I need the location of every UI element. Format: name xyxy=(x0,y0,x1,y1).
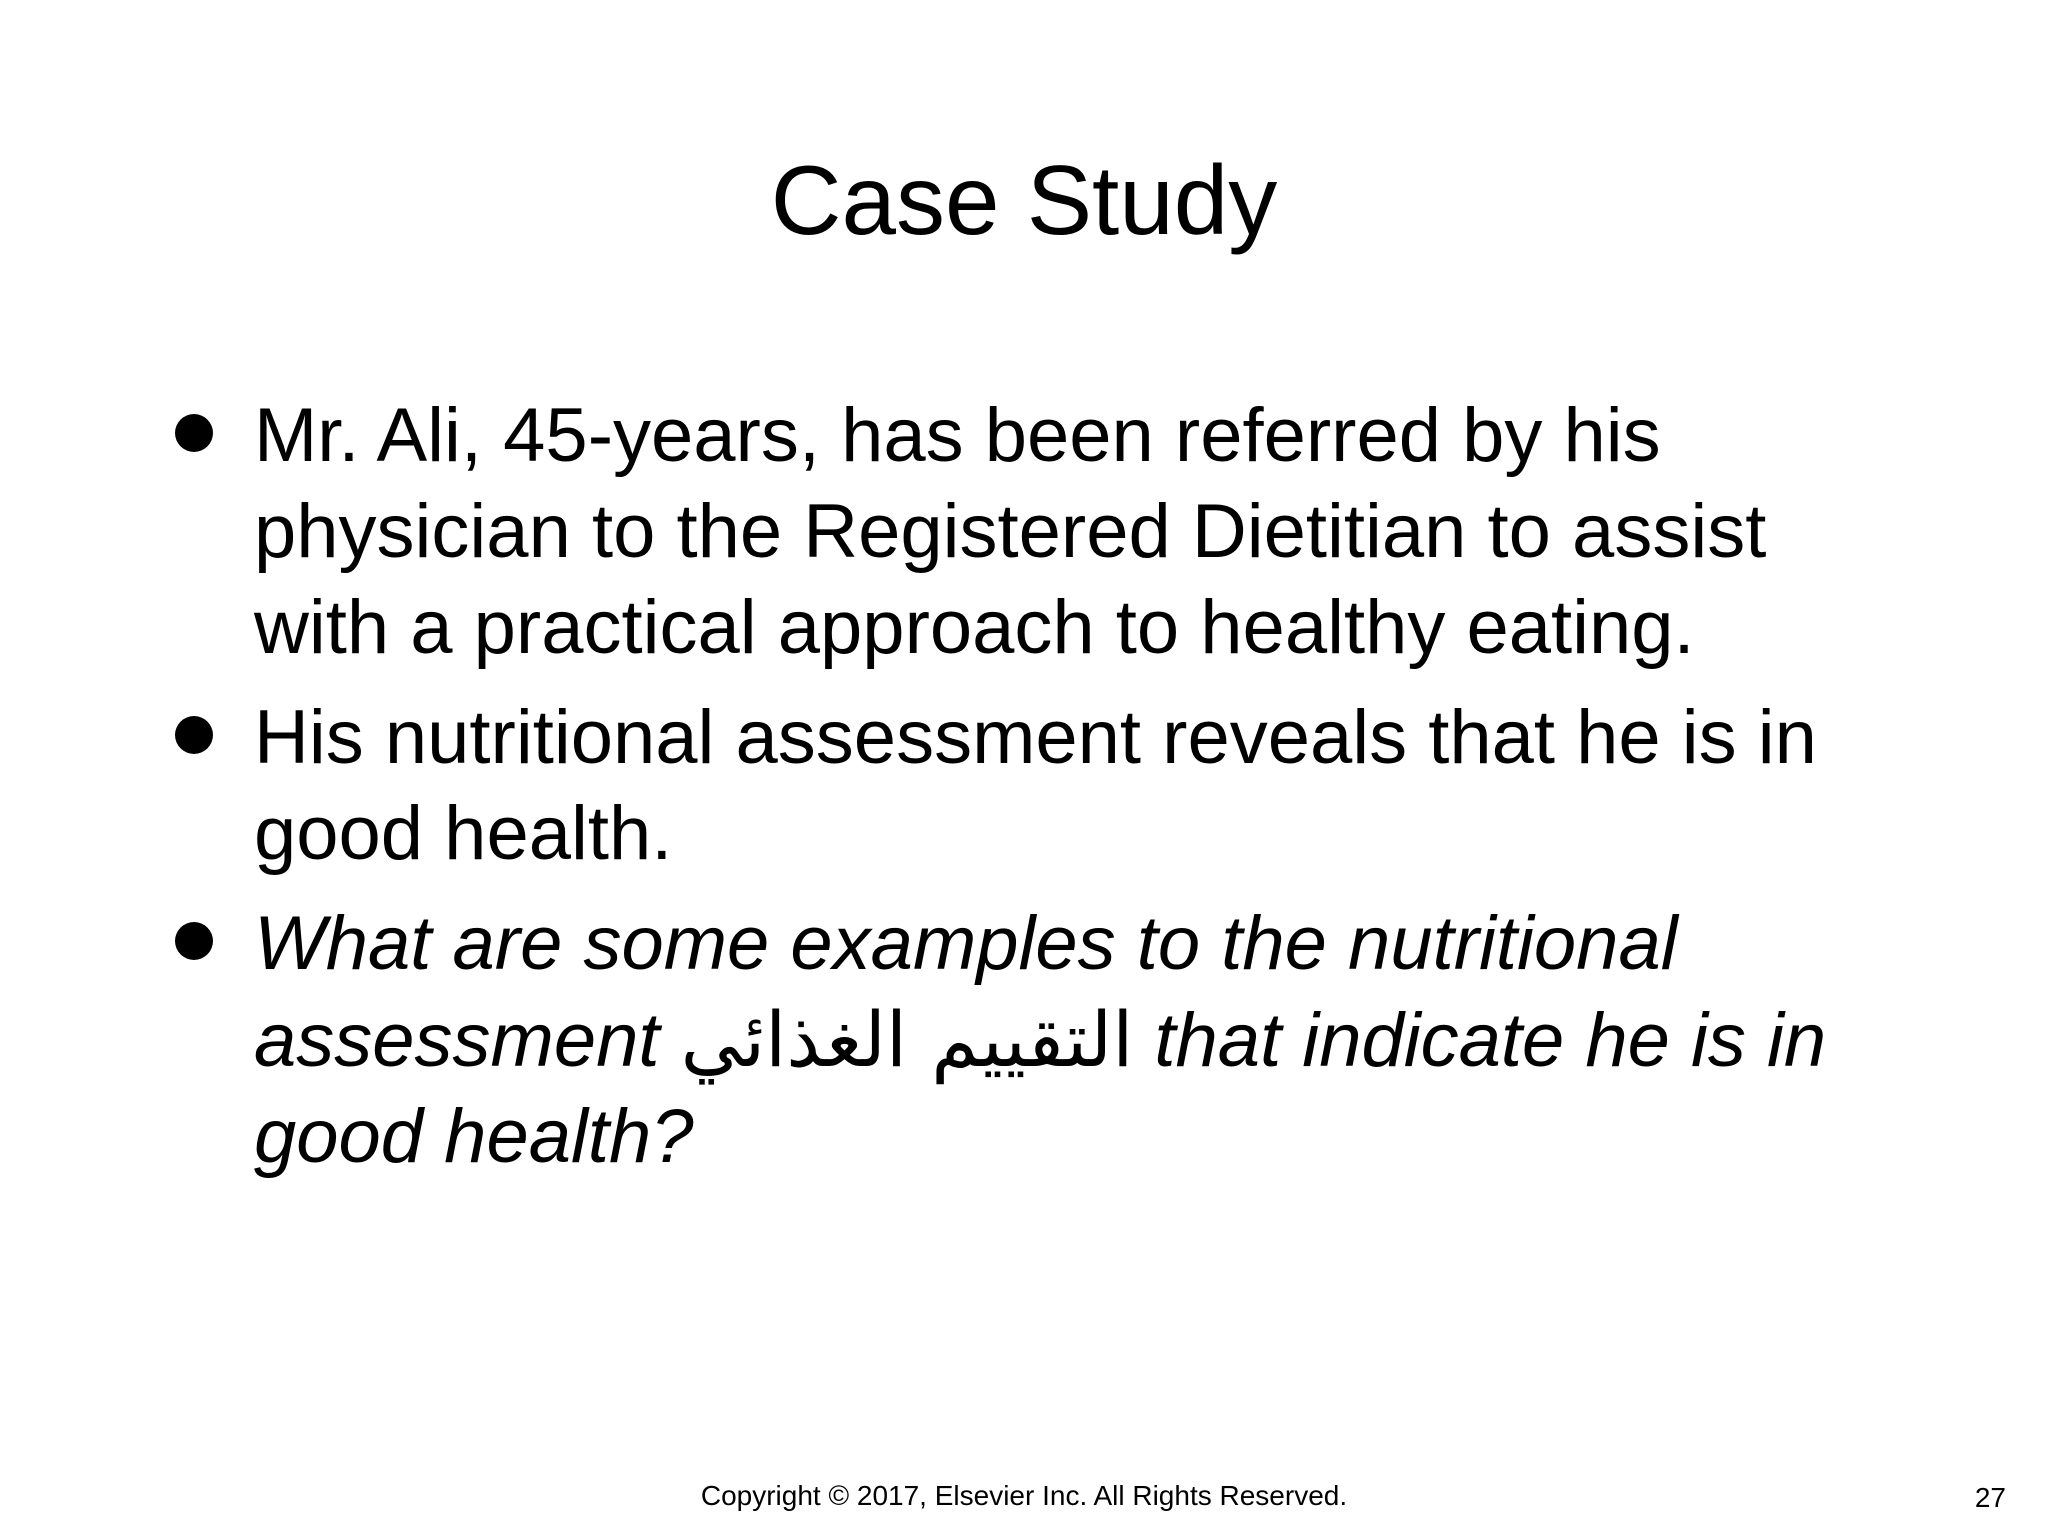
bullet-dot-icon xyxy=(175,414,213,452)
bullet-list xyxy=(160,388,1920,1199)
question-text-end: that indicate he is in good health? xyxy=(254,998,1827,1179)
slide-title: Case Study xyxy=(770,145,1278,255)
bullet-dot-icon xyxy=(175,922,213,960)
bullet-dot-icon xyxy=(175,716,213,754)
copyright-footer: Copyright © 2017, Elsevier Inc. All Rights Reserved. xyxy=(700,1480,1348,1511)
question-text-start: What are some examples to the nutritional assessment xyxy=(254,901,1678,1083)
bullet-item-2 xyxy=(160,690,1920,882)
bullet-item-1 xyxy=(160,388,1920,676)
bullet-text: His nutritional assessment reveals that he is in good health. xyxy=(254,695,1817,876)
bullet-item-3 xyxy=(160,896,1920,1185)
page-number: 27 xyxy=(1974,1482,2006,1513)
bullet-text: Mr. Ali, 45-years, has been referred by his physician to the Registered Dietitian to assist with a practical approach to healthy eating. xyxy=(254,393,1767,670)
arabic-term: التقييم الغذائي xyxy=(680,995,1134,1084)
